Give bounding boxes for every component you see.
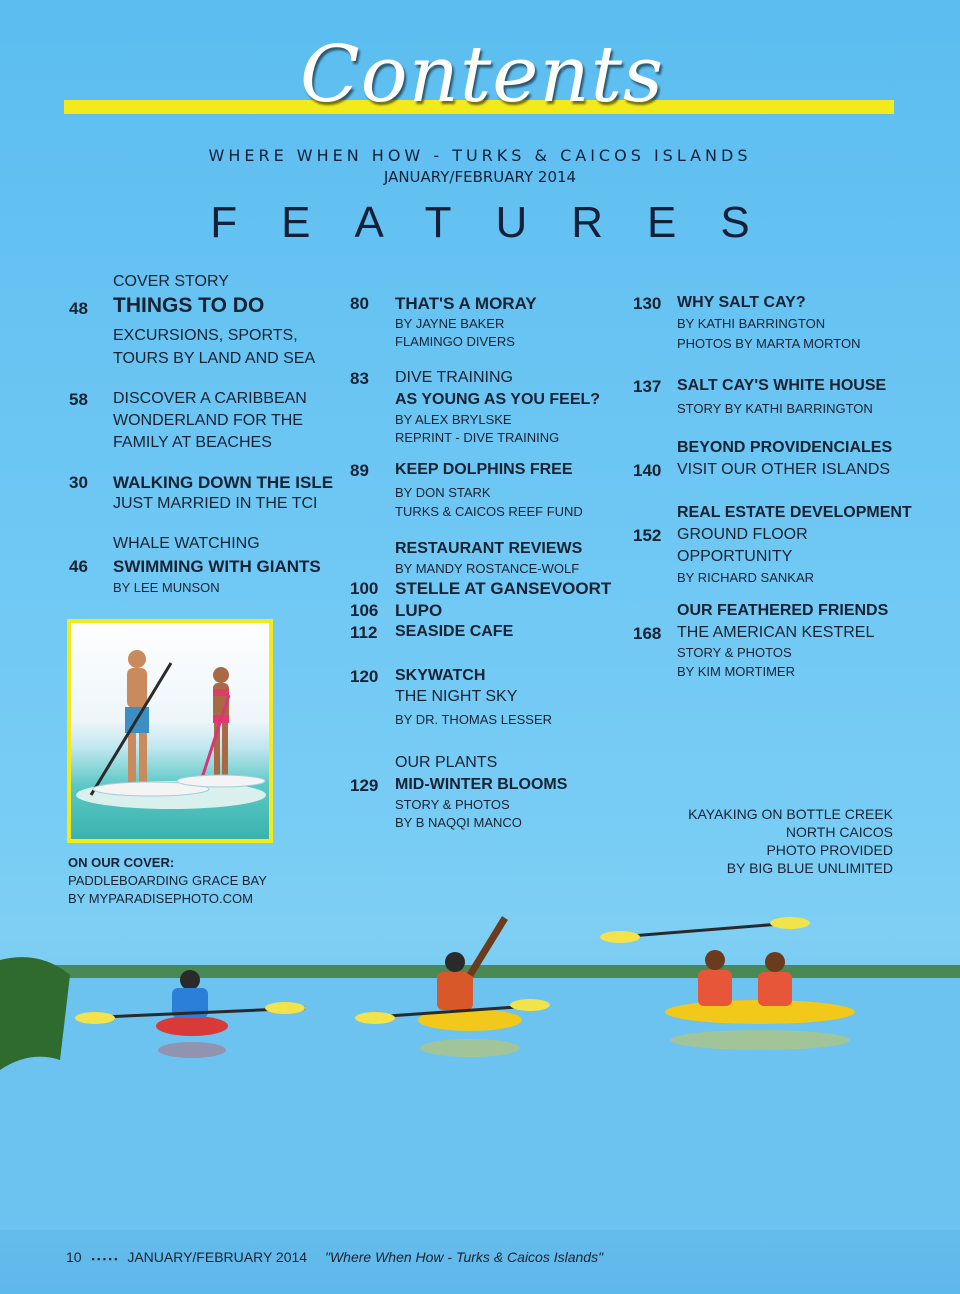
article-credit: TURKS & CAICOS REEF FUND	[395, 504, 583, 519]
article-byline: BY RICHARD SANKAR	[677, 570, 815, 585]
article-title[interactable]: SWIMMING WITH GIANTS	[113, 557, 321, 576]
article-title[interactable]: LUPO	[395, 601, 443, 620]
cover-caption-line: PADDLEBOARDING GRACE BAY	[68, 873, 267, 888]
article-title[interactable]: STELLE AT GANSEVOORT	[395, 579, 612, 598]
article-dek: EXCURSIONS, SPORTS,	[113, 327, 298, 344]
article-title[interactable]: OPPORTUNITY	[677, 548, 793, 565]
page-number[interactable]: 100	[350, 579, 379, 598]
page-number[interactable]: 112	[350, 623, 378, 642]
article-credit: FLAMINGO DIVERS	[395, 334, 515, 349]
article-credit: STORY & PHOTOS	[395, 797, 510, 812]
article-credit: PHOTOS BY MARTA MORTON	[677, 336, 861, 351]
article-kicker: REAL ESTATE DEVELOPMENT	[677, 504, 912, 521]
article-title[interactable]: FAMILY AT BEACHES	[113, 434, 272, 451]
article-title[interactable]: AS YOUNG AS YOU FEEL?	[395, 391, 601, 408]
article-byline: BY KIM MORTIMER	[677, 664, 795, 679]
section-heading: FEATURES	[210, 198, 794, 247]
page-number[interactable]: 30	[69, 473, 88, 492]
magazine-subtitle: WHERE WHEN HOW - TURKS & CAICOS ISLANDS	[208, 146, 752, 165]
article-byline: BY DR. THOMAS LESSER	[395, 712, 553, 727]
article-title[interactable]: SEASIDE CAFE	[395, 623, 514, 640]
article-dek: THE NIGHT SKY	[395, 688, 518, 705]
article-byline: BY DON STARK	[395, 485, 491, 500]
folio-dots: ▪ ▪ ▪ ▪ ▪	[91, 1254, 118, 1264]
article-title[interactable]: SKYWATCH	[395, 667, 486, 684]
page-number[interactable]: 48	[69, 299, 88, 318]
article-kicker: BEYOND PROVIDENCIALES	[677, 439, 893, 456]
article-title[interactable]: VISIT OUR OTHER ISLANDS	[677, 461, 891, 478]
page-number[interactable]: 83	[350, 369, 369, 388]
cover-caption-credit: BY MYPARADISEPHOTO.COM	[68, 891, 253, 906]
article-kicker: WHALE WATCHING	[113, 535, 260, 552]
kayaking-scene	[0, 900, 960, 1230]
photo-caption-line: NORTH CAICOS	[785, 824, 893, 840]
article-kicker: OUR FEATHERED FRIENDS	[677, 602, 889, 619]
article-title[interactable]: SALT CAY'S WHITE HOUSE	[677, 377, 887, 394]
photo-caption-line: PHOTO PROVIDED	[766, 842, 893, 858]
page-title: Contents	[300, 30, 664, 120]
page-footer	[66, 1249, 603, 1265]
page-number[interactable]: 89	[350, 461, 369, 480]
article-byline: BY ALEX BRYLSKE	[395, 412, 512, 427]
article-title[interactable]: WONDERLAND FOR THE	[113, 412, 303, 429]
article-dek: TOURS BY LAND AND SEA	[113, 350, 316, 367]
article-byline: BY JAYNE BAKER	[395, 316, 505, 331]
article-title[interactable]: WALKING DOWN THE ISLE	[113, 473, 334, 492]
article-byline: STORY BY KATHI BARRINGTON	[677, 401, 873, 416]
paddleboarders-illustration	[71, 623, 269, 839]
cover-story-label: COVER STORY	[113, 273, 229, 290]
cover-photo[interactable]	[67, 619, 273, 843]
page-number[interactable]: 58	[69, 390, 88, 409]
page-number[interactable]: 46	[69, 557, 88, 576]
article-kicker: DIVE TRAINING	[395, 369, 513, 386]
cover-caption-label: ON OUR COVER:	[68, 855, 175, 870]
article-byline: BY MANDY ROSTANCE-WOLF	[395, 561, 580, 576]
restaurant-reviews-heading: RESTAURANT REVIEWS	[395, 540, 583, 557]
page-number[interactable]: 130	[633, 294, 662, 313]
article-title[interactable]: THINGS TO DO	[113, 294, 265, 317]
page-number[interactable]: 80	[350, 294, 369, 313]
article-title[interactable]: DISCOVER A CARIBBEAN	[113, 390, 307, 407]
folio-page-number: 10	[66, 1249, 82, 1265]
page-number[interactable]: 152	[633, 526, 662, 545]
page-number[interactable]: 137	[633, 377, 662, 396]
article-title[interactable]: WHY SALT CAY?	[677, 294, 806, 311]
page-number[interactable]: 140	[633, 461, 662, 480]
article-byline: BY B NAQQI MANCO	[395, 815, 522, 830]
article-credit: STORY & PHOTOS	[677, 645, 792, 660]
page-number[interactable]: 106	[350, 601, 379, 620]
folio-magazine-name: "Where When How - Turks & Caicos Islands"	[324, 1249, 604, 1265]
article-byline: BY KATHI BARRINGTON	[677, 316, 826, 331]
article-byline: BY LEE MUNSON	[113, 580, 220, 595]
issue-date: JANUARY/FEBRUARY 2014	[383, 168, 577, 186]
page-number[interactable]: 129	[350, 776, 379, 795]
article-title[interactable]: KEEP DOLPHINS FREE	[395, 461, 573, 478]
page-number[interactable]: 120	[350, 667, 379, 686]
photo-caption-line: KAYAKING ON BOTTLE CREEK	[688, 806, 893, 822]
folio-issue: JANUARY/FEBRUARY 2014	[127, 1249, 308, 1265]
article-title[interactable]: GROUND FLOOR	[677, 526, 808, 543]
page-number[interactable]: 168	[633, 624, 662, 643]
article-title[interactable]: THAT'S A MORAY	[395, 294, 537, 313]
photo-caption-credit: BY BIG BLUE UNLIMITED	[726, 860, 893, 876]
article-dek: JUST MARRIED IN THE TCI	[113, 495, 318, 512]
article-kicker: OUR PLANTS	[395, 754, 498, 771]
article-title[interactable]: MID-WINTER BLOOMS	[395, 776, 568, 793]
article-credit: REPRINT - DIVE TRAINING	[395, 430, 560, 445]
article-title[interactable]: THE AMERICAN KESTREL	[677, 624, 875, 641]
